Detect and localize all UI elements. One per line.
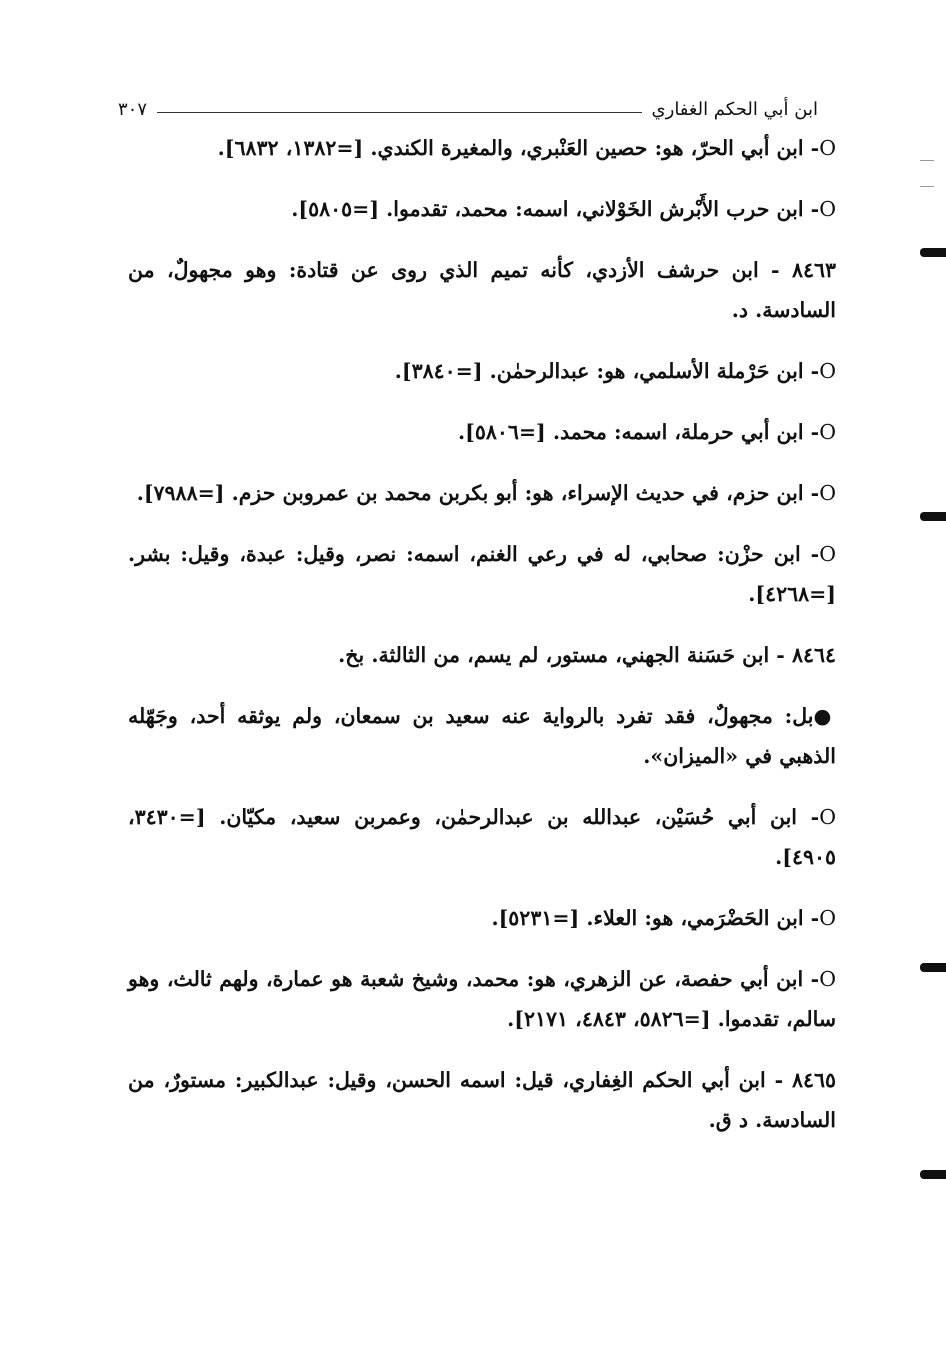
page-number: ٣٠٧ [118,99,148,120]
entry-marker: O [819,420,836,444]
entry-marker: O [819,967,836,991]
entry-marker: O [819,906,836,930]
entry-marker: O [819,136,836,160]
entry [128,898,836,938]
entry-marker: O [819,805,836,829]
entry-marker: O [819,542,836,566]
entry-text: - ابن أبي حُسَيْن، عبدالله بن عبدالرحمٰن، وعمربن سعيد، مكيّان. [=٣٤٣٠، ٤٩٠٥]. [128,805,836,869]
entry-marker: O [819,481,836,505]
entry-text: - ابن الحَضْرَمي، هو: العلاء. [=٥٢٣١]. [491,906,820,930]
entry [128,189,836,229]
entry-marker: O [819,197,836,221]
entry [128,412,836,452]
entry [128,797,836,877]
entry [128,959,836,1039]
header-title: ابن أبي الحكم الغفاري [651,99,818,120]
edge-tick [920,186,934,187]
entry-text: بل: مجهولٌ، فقد تفرد بالرواية عنه سعيد بن سمعان، ولم يوثقه أحد، وجَهّله الذهبي في «الميزان». [128,704,836,768]
entry [128,534,836,614]
entry [128,473,836,513]
entry [128,1060,836,1140]
edge-mark [920,1170,946,1179]
entry [128,635,836,675]
entry-text: - ابن حزْن: صحابي، له في رعي الغنم، اسمه: نصر، وقيل: عبدة، وقيل: بشر. [=٤٢٦٨]. [128,542,836,606]
entry-text: - ابن أبي الحرّ، هو: حصين العَنْبري، والمغيرة الكندي. [=١٣٨٢، ٦٨٣٢]. [217,136,820,160]
header-rule [157,112,642,113]
entry-text: - ابن حزم، في حديث الإسراء، هو: أبو بكربن محمد بن عمروبن حزم. [=٧٩٨٨]. [136,481,820,505]
edge-mark [920,512,946,521]
edge-mark [920,963,946,972]
entry-marker: O [819,359,836,383]
entry-text: - ابن أبي حرملة، اسمه: محمد. [=٥٨٠٦]. [457,420,820,444]
entry [128,128,836,168]
edge-tick [920,160,934,161]
entry-text: ٨٤٦٥ - ابن أبي الحكم الغِفاري، قيل: اسمه الحسن، وقيل: عبدالكبير: مستورٌ، من السادسة. د ق. [128,1068,836,1132]
entry-text: - ابن حَرْملة الأسلمي، هو: عبدالرحمٰن. [=٣٨٤٠]. [394,359,820,383]
running-header [118,86,818,120]
entry [128,696,836,776]
entry-text: ٨٤٦٤ - ابن حَسَنة الجهني، مستور، لم يسم، من الثالثة. بخ. [338,643,836,667]
entry [128,351,836,391]
entry-list [128,128,836,1161]
entry-text: ٨٤٦٣ - ابن حرشف الأزدي، كأنه تميم الذي روى عن قتادة: وهو مجهولٌ، من السادسة. د. [128,258,836,322]
entry [128,250,836,330]
entry-text: - ابن حرب الأَبْرش الخَوْلاني، اسمه: محمد، تقدموا. [=٥٨٠٥]. [291,197,820,221]
entry-marker: ● [813,704,837,728]
entry-text: - ابن أبي حفصة، عن الزهري، هو: محمد، وشيخ شعبة هو عمارة، ولهم ثالث، وهو سالم، تقدموا. [=٥٨٢٦، ٤٨٤٣، ٢١٧١]. [128,967,836,1031]
edge-mark [920,248,946,257]
